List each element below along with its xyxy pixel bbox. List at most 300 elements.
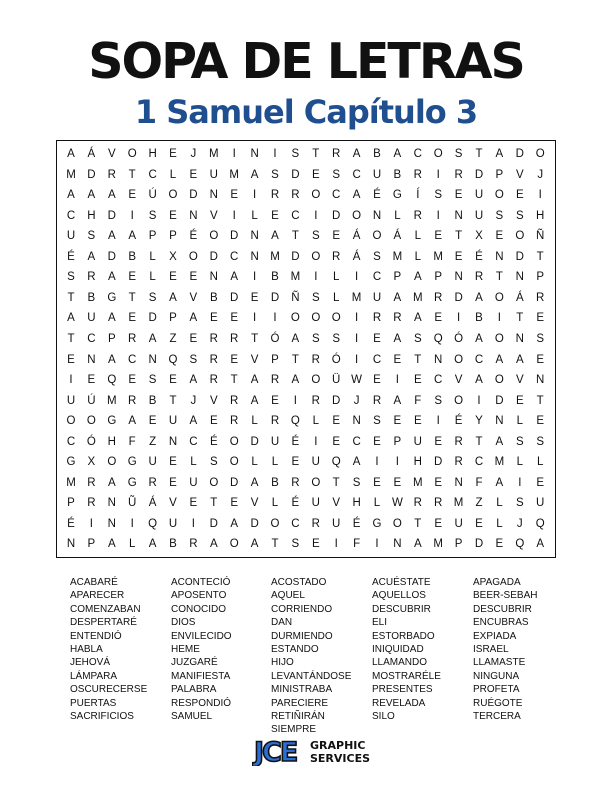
- word-item: PUERTAS: [70, 697, 117, 709]
- grid-letter: O: [311, 189, 321, 202]
- grid-letter: A: [413, 271, 422, 284]
- grid-letter: Ü: [332, 374, 341, 387]
- grid-letter: N: [250, 230, 259, 243]
- grid-letter: T: [67, 332, 75, 345]
- grid-letter: T: [169, 394, 177, 407]
- grid-letter: I: [273, 312, 277, 325]
- grid-letter: R: [311, 517, 320, 530]
- grid-letter: G: [392, 189, 402, 202]
- grid-letter: R: [332, 148, 341, 160]
- word-item: BEER-SEBAH: [473, 590, 538, 602]
- grid-letter: S: [311, 230, 320, 243]
- grid-letter: R: [128, 394, 137, 407]
- grid-letter: U: [372, 168, 382, 181]
- grid-letter: W: [391, 497, 403, 510]
- page-title: SOPA DE LETRAS: [88, 33, 524, 90]
- grid-letter: L: [536, 456, 544, 469]
- grid-letter: E: [169, 148, 177, 160]
- grid-letter: E: [311, 168, 320, 181]
- grid-letter: Ó: [454, 332, 464, 345]
- grid-letter: A: [250, 394, 259, 407]
- grid-letter: R: [209, 353, 218, 366]
- grid-letter: L: [414, 230, 421, 243]
- grid-letter: J: [190, 394, 197, 407]
- grid-letter: N: [107, 517, 116, 530]
- grid-letter: I: [69, 374, 73, 387]
- grid-letter: I: [252, 312, 257, 325]
- grid-letter: E: [311, 538, 320, 551]
- grid-letter: O: [392, 517, 402, 530]
- grid-letter: B: [209, 291, 218, 304]
- grid-letter: R: [270, 374, 280, 387]
- grid-letter: E: [332, 435, 341, 448]
- word-item: ELI: [372, 617, 388, 629]
- grid-letter: F: [128, 435, 136, 448]
- grid-letter: O: [229, 538, 239, 551]
- grid-letter: O: [86, 415, 96, 428]
- grid-letter: S: [148, 291, 157, 304]
- grid-letter: E: [373, 476, 381, 489]
- grid-letter: T: [128, 168, 136, 181]
- grid-letter: E: [475, 517, 483, 530]
- grid-letter: E: [495, 230, 504, 243]
- grid-letter: M: [413, 476, 423, 489]
- grid-letter: Ũ: [128, 497, 137, 510]
- word-item: ACOSTADO: [271, 577, 327, 588]
- grid-letter: C: [189, 435, 198, 448]
- grid-letter: W: [351, 374, 363, 387]
- grid-letter: G: [107, 291, 117, 304]
- grid-letter: S: [332, 168, 341, 181]
- word-item: PALABRA: [171, 684, 217, 696]
- grid-letter: É: [475, 250, 483, 263]
- grid-letter: Ó: [331, 353, 341, 366]
- word-item: RUÉGOTE: [473, 697, 523, 709]
- grid-letter: D: [250, 517, 259, 530]
- word-item: ENCUBRAS: [473, 617, 529, 629]
- grid-letter: Q: [148, 517, 158, 530]
- grid-letter: U: [168, 517, 178, 530]
- grid-letter: V: [515, 374, 524, 387]
- grid-letter: N: [515, 332, 524, 345]
- grid-letter: P: [454, 538, 463, 551]
- grid-letter: U: [372, 291, 382, 304]
- grid-letter: O: [372, 230, 382, 243]
- grid-letter: E: [434, 435, 443, 448]
- grid-letter: A: [291, 332, 300, 345]
- grid-letter: T: [312, 148, 320, 160]
- grid-letter: O: [494, 189, 504, 202]
- grid-letter: O: [229, 456, 239, 469]
- grid-letter: Á: [87, 148, 96, 160]
- grid-letter: R: [536, 291, 545, 304]
- grid-letter: A: [393, 148, 402, 160]
- grid-letter: I: [518, 476, 522, 489]
- grid-letter: D: [515, 148, 524, 160]
- grid-letter: A: [169, 291, 177, 304]
- grid-letter: A: [107, 353, 116, 366]
- grid-letter: H: [148, 148, 157, 160]
- grid-letter: Q: [107, 374, 117, 387]
- grid-letter: Q: [290, 415, 300, 428]
- word-item: APARECER: [70, 590, 125, 602]
- word-item: JUZGARÉ: [171, 657, 218, 669]
- grid-letter: A: [495, 353, 504, 366]
- grid-letter: I: [436, 415, 440, 428]
- grid-letter: A: [475, 374, 483, 387]
- grid-letter: Á: [515, 291, 524, 304]
- grid-letter: R: [454, 168, 463, 181]
- grid-letter: D: [148, 312, 157, 325]
- word-item: REVELADA: [372, 697, 426, 709]
- grid-letter: J: [190, 148, 197, 160]
- grid-letter: T: [67, 291, 75, 304]
- grid-letter: H: [413, 456, 422, 469]
- grid-letter: L: [169, 168, 177, 181]
- grid-letter: O: [352, 209, 362, 222]
- grid-letter: G: [127, 476, 137, 489]
- grid-letter: A: [250, 538, 259, 551]
- grid-letter: B: [271, 271, 279, 284]
- grid-letter: I: [354, 353, 359, 366]
- grid-letter: E: [128, 189, 137, 202]
- word-item: HABLA: [70, 643, 103, 655]
- grid-letter: R: [209, 332, 218, 345]
- grid-letter: N: [87, 353, 96, 366]
- grid-letter: E: [169, 476, 177, 489]
- grid-letter: A: [230, 271, 239, 284]
- grid-letter: U: [168, 415, 178, 428]
- grid-letter: A: [393, 291, 402, 304]
- grid-letter: V: [107, 148, 116, 160]
- grid-letter: L: [516, 415, 523, 428]
- word-item: ACUÉSTATE: [372, 577, 431, 588]
- page-subtitle: 1 Samuel Capítulo 3: [134, 93, 478, 131]
- grid-letter: R: [230, 394, 239, 407]
- grid-letter: R: [87, 476, 96, 489]
- grid-letter: T: [475, 435, 483, 448]
- grid-letter: Ú: [87, 394, 96, 407]
- grid-letter: E: [291, 456, 300, 469]
- grid-letter: S: [311, 291, 320, 304]
- grid-letter: C: [372, 271, 382, 284]
- grid-letter: Ñ: [536, 230, 545, 243]
- grid-letter: G: [66, 456, 76, 469]
- grid-letter: E: [393, 415, 402, 428]
- grid-letter: Á: [393, 230, 402, 243]
- grid-letter: I: [395, 374, 399, 387]
- grid-letter: L: [312, 415, 319, 428]
- grid-letter: H: [87, 209, 96, 222]
- grid-letter: D: [230, 230, 239, 243]
- grid-letter: P: [67, 497, 75, 510]
- grid-letter: M: [209, 148, 219, 160]
- grid-letter: E: [434, 312, 443, 325]
- word-item: AQUELLOS: [372, 590, 426, 602]
- grid-letter: U: [474, 209, 484, 222]
- grid-letter: E: [495, 538, 504, 551]
- grid-letter: P: [169, 230, 177, 243]
- grid-letter: U: [66, 230, 76, 243]
- grid-letter: O: [515, 230, 525, 243]
- grid-letter: E: [332, 415, 341, 428]
- grid-letter: N: [107, 497, 116, 510]
- grid-letter: C: [332, 189, 341, 202]
- jce-logo: [252, 736, 372, 766]
- grid-letter: M: [351, 291, 362, 304]
- word-item: ACONTECIÓ: [171, 577, 231, 588]
- grid-letter: E: [434, 476, 443, 489]
- grid-letter: E: [515, 189, 524, 202]
- grid-letter: P: [87, 538, 96, 551]
- grid-letter: P: [495, 168, 504, 181]
- grid-letter: S: [352, 476, 361, 489]
- grid-letter: L: [149, 271, 156, 284]
- grid-letter: A: [107, 271, 116, 284]
- grid-letter: R: [107, 168, 116, 181]
- grid-letter: I: [456, 312, 461, 325]
- grid-letter: A: [107, 476, 116, 489]
- word-item: CONOCIDO: [171, 603, 226, 615]
- grid-letter: M: [433, 538, 443, 551]
- grid-letter: L: [332, 271, 340, 284]
- logo-mark: JCE: [254, 737, 297, 766]
- grid-letter: I: [130, 517, 134, 530]
- word-item: APOSENTO: [171, 590, 227, 602]
- grid-letter: S: [515, 209, 524, 222]
- grid-letter: P: [148, 230, 157, 243]
- grid-letter: Ú: [148, 189, 157, 202]
- grid-letter: N: [495, 250, 504, 263]
- grid-letter: T: [414, 353, 422, 366]
- grid-letter: U: [148, 456, 157, 469]
- grid-letter: T: [291, 353, 299, 366]
- grid-letter: A: [393, 332, 402, 345]
- grid-letter: R: [291, 476, 300, 489]
- grid-letter: T: [414, 517, 422, 530]
- grid-letter: C: [352, 168, 361, 181]
- grid-letter: E: [148, 415, 157, 428]
- grid-letter: S: [515, 497, 524, 510]
- grid-letter: E: [536, 353, 545, 366]
- grid-letter: U: [209, 168, 218, 181]
- grid-letter: E: [515, 394, 524, 407]
- grid-letter: O: [66, 415, 76, 428]
- grid-letter: A: [495, 435, 504, 448]
- word-item: MANIFIESTA: [171, 670, 231, 682]
- grid-letter: R: [454, 456, 463, 469]
- grid-letter: I: [538, 189, 542, 202]
- grid-letter: E: [250, 291, 259, 304]
- grid-letter: T: [291, 230, 299, 243]
- grid-letter: É: [291, 435, 300, 448]
- grid-letter: O: [311, 374, 321, 387]
- grid-letter: M: [107, 394, 117, 407]
- grid-letter: I: [191, 517, 195, 530]
- grid-letter: E: [413, 374, 422, 387]
- grid-letter: R: [454, 435, 463, 448]
- grid-letter: A: [413, 312, 422, 325]
- grid-letter: E: [373, 374, 381, 387]
- grid-letter: C: [474, 456, 484, 469]
- grid-letter: É: [67, 250, 75, 263]
- grid-letter: D: [230, 476, 239, 489]
- grid-letter: N: [372, 209, 382, 222]
- grid-letter: A: [87, 250, 96, 263]
- grid-letter: R: [291, 189, 300, 202]
- grid-letter: T: [230, 374, 238, 387]
- grid-letter: A: [352, 189, 361, 202]
- grid-letter: I: [497, 312, 501, 325]
- grid-letter: R: [413, 209, 422, 222]
- grid-letter: E: [67, 353, 75, 366]
- word-item: EXPIADA: [473, 630, 517, 642]
- grid-letter: E: [128, 312, 137, 325]
- grid-letter: N: [454, 476, 463, 489]
- grid-letter: C: [66, 435, 76, 448]
- grid-letter: E: [189, 168, 198, 181]
- word-item: DESPERTARÉ: [70, 617, 137, 629]
- word-item: APAGADA: [473, 577, 521, 588]
- grid-letter: T: [332, 476, 340, 489]
- grid-letter: N: [250, 148, 259, 160]
- grid-letter: B: [148, 394, 157, 407]
- grid-letter: R: [434, 497, 443, 510]
- word-item: COMENZABAN: [70, 603, 141, 615]
- grid-letter: L: [414, 250, 421, 263]
- grid-letter: O: [535, 148, 545, 160]
- grid-letter: A: [393, 394, 402, 407]
- grid-letter: N: [352, 415, 361, 428]
- grid-letter: I: [375, 456, 379, 469]
- grid-letter: V: [454, 374, 463, 387]
- grid-letter: H: [107, 435, 116, 448]
- grid-letter: L: [190, 456, 197, 469]
- grid-letter: E: [373, 332, 381, 345]
- grid-letter: R: [270, 415, 280, 428]
- grid-letter: S: [495, 209, 504, 222]
- grid-letter: O: [433, 148, 443, 160]
- grid-letter: N: [209, 271, 218, 284]
- grid-letter: P: [393, 435, 402, 448]
- word-column: [171, 576, 232, 723]
- grid-letter: E: [128, 374, 137, 387]
- grid-letter: J: [516, 517, 523, 530]
- grid-letter: N: [209, 189, 218, 202]
- word-item: HEME: [171, 643, 200, 655]
- grid-letter: S: [87, 230, 96, 243]
- grid-letter: S: [67, 271, 75, 284]
- grid-letter: A: [352, 456, 361, 469]
- grid-letter: E: [87, 374, 96, 387]
- grid-letter: I: [395, 456, 399, 469]
- grid-letter: E: [230, 353, 239, 366]
- grid-letter: C: [230, 250, 239, 263]
- grid-letter: E: [169, 456, 177, 469]
- grid-letter: Ñ: [291, 291, 300, 304]
- grid-letter: U: [189, 476, 198, 489]
- grid-letter: E: [393, 476, 402, 489]
- word-item: INIQUIDAD: [372, 643, 424, 655]
- grid-letter: T: [516, 312, 524, 325]
- grid-letter: S: [373, 415, 381, 428]
- grid-letter: N: [250, 250, 259, 263]
- grid-letter: R: [372, 312, 382, 325]
- grid-letter: D: [495, 394, 504, 407]
- grid-letter: S: [311, 332, 320, 345]
- grid-letter: R: [230, 415, 239, 428]
- grid-letter: L: [516, 456, 523, 469]
- word-item: MINISTRABA: [271, 684, 333, 696]
- grid-letter: A: [536, 538, 545, 551]
- grid-letter: Q: [535, 517, 545, 530]
- grid-letter: A: [250, 476, 259, 489]
- grid-letter: D: [270, 291, 280, 304]
- grid-letter: É: [189, 230, 198, 243]
- grid-letter: H: [352, 497, 361, 510]
- grid-letter: R: [311, 394, 320, 407]
- word-item: PROFETA: [473, 684, 520, 696]
- grid-letter: O: [454, 394, 464, 407]
- grid-letter: U: [536, 497, 545, 510]
- grid-letter: O: [270, 517, 280, 530]
- grid-letter: U: [311, 497, 320, 510]
- grid-letter: E: [189, 497, 198, 510]
- grid-letter: T: [251, 332, 259, 345]
- word-item: MOSTRARÉLE: [372, 670, 441, 682]
- grid-letter: A: [352, 148, 361, 160]
- grid-letter: Q: [515, 538, 525, 551]
- grid-letter: D: [250, 435, 259, 448]
- grid-letter: R: [230, 332, 239, 345]
- grid-letter: S: [271, 168, 279, 181]
- letter-grid: [56, 140, 556, 558]
- grid-letter: A: [189, 374, 198, 387]
- grid-letter: N: [515, 271, 524, 284]
- grid-letter: V: [250, 353, 259, 366]
- grid-letter: Q: [433, 332, 443, 345]
- grid-letter: R: [209, 374, 218, 387]
- grid-letter: I: [314, 435, 318, 448]
- grid-letter: U: [87, 312, 96, 325]
- word-item: RESPONDIÓ: [171, 697, 232, 709]
- grid-letter: B: [271, 476, 279, 489]
- grid-letter: I: [232, 148, 236, 160]
- grid-letter: O: [127, 148, 137, 160]
- grid-letter: Á: [352, 250, 361, 263]
- grid-letter: R: [474, 271, 484, 284]
- grid-letter: F: [414, 394, 422, 407]
- grid-letter: U: [270, 435, 280, 448]
- grid-letter: A: [107, 189, 116, 202]
- grid-letter: A: [189, 415, 198, 428]
- grid-letter: C: [128, 353, 137, 366]
- grid-letter: G: [372, 517, 382, 530]
- grid-letter: R: [372, 394, 382, 407]
- grid-letter: L: [394, 209, 401, 222]
- grid-letter: A: [128, 230, 137, 243]
- grid-letter: F: [353, 538, 361, 551]
- grid-letter: V: [209, 394, 218, 407]
- grid-letter: E: [209, 312, 218, 325]
- grid-letter: D: [332, 394, 341, 407]
- grid-letter: L: [271, 497, 279, 510]
- grid-letter: Y: [475, 415, 483, 428]
- grid-letter: M: [290, 271, 301, 284]
- grid-letter: S: [454, 148, 463, 160]
- grid-letter: O: [454, 353, 464, 366]
- grid-letter: C: [291, 209, 300, 222]
